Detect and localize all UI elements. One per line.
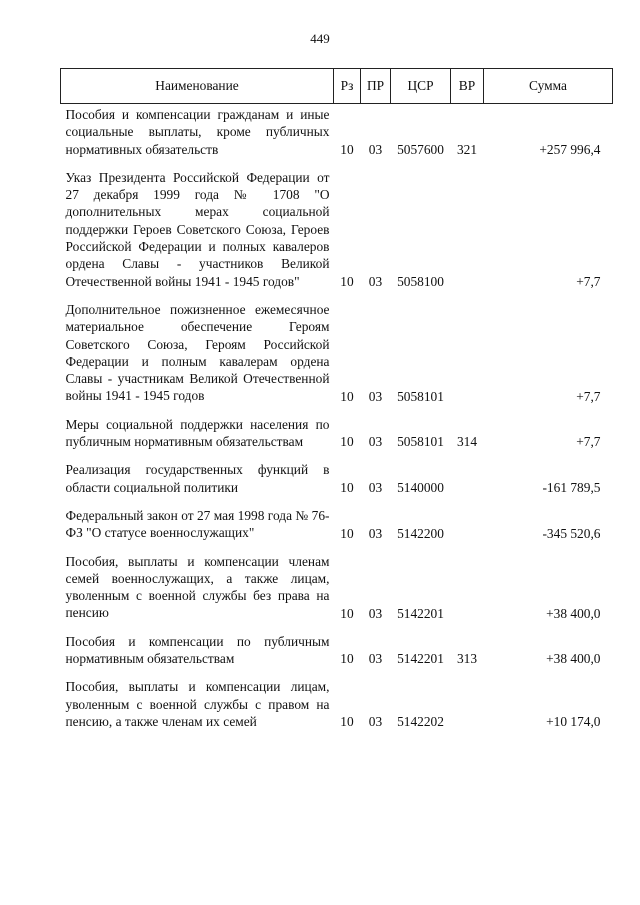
row-pr: 03 bbox=[368, 388, 383, 404]
row-rz: 10 bbox=[340, 141, 354, 157]
header-row bbox=[61, 69, 613, 104]
table-row bbox=[61, 631, 613, 677]
row-pr: 03 bbox=[368, 273, 383, 289]
budget-table bbox=[60, 68, 613, 739]
row-name: Пособия и компенсации гражданам и иные социальные выплаты, кроме публичных нормативных обязательств bbox=[65, 107, 330, 157]
row-vr bbox=[451, 167, 484, 299]
row-rz: 10 bbox=[340, 434, 354, 450]
table-row bbox=[61, 299, 613, 414]
budget-table-container bbox=[60, 68, 612, 739]
row-csr: 5058101 bbox=[397, 434, 444, 450]
row-sum: +7,7 bbox=[576, 273, 601, 289]
page-number: 449 bbox=[310, 31, 330, 46]
row-rz: 10 bbox=[340, 714, 354, 730]
row-vr: 314 bbox=[456, 434, 478, 450]
row-sum: -161 789,5 bbox=[542, 479, 601, 495]
table-row bbox=[61, 459, 613, 505]
row-rz: 10 bbox=[340, 479, 354, 495]
row-pr: 03 bbox=[368, 479, 383, 495]
row-rz: 10 bbox=[340, 605, 354, 621]
row-rz: 10 bbox=[340, 525, 354, 541]
row-csr: 5140000 bbox=[397, 479, 444, 495]
row-sum: +38 400,0 bbox=[546, 651, 601, 667]
row-rz: 10 bbox=[340, 273, 354, 289]
row-vr bbox=[451, 299, 484, 414]
row-pr: 03 bbox=[368, 651, 383, 667]
header-csr: ЦСР bbox=[391, 69, 451, 104]
row-rz: 10 bbox=[340, 388, 354, 404]
row-name: Реализация государственных функций в области социальной политики bbox=[65, 462, 330, 495]
row-csr: 5058100 bbox=[397, 273, 444, 289]
row-sum: +10 174,0 bbox=[546, 714, 601, 730]
row-sum: +257 996,4 bbox=[539, 141, 601, 157]
row-name: Федеральный закон от 27 мая 1998 года № 76-ФЗ "О статусе военнослужащих" bbox=[65, 507, 330, 541]
header-name: Наименование bbox=[61, 69, 334, 104]
table-row bbox=[61, 676, 613, 739]
row-vr: 321 bbox=[456, 141, 478, 157]
row-sum: +38 400,0 bbox=[546, 605, 601, 621]
row-csr: 5058101 bbox=[397, 388, 444, 404]
row-rz: 10 bbox=[340, 651, 354, 667]
row-name: Меры социальной поддержки населения по публичным нормативным обязательствам bbox=[65, 416, 330, 450]
row-csr: 5142202 bbox=[397, 714, 444, 730]
table-row bbox=[61, 167, 613, 299]
header-vr: ВР bbox=[451, 69, 484, 104]
row-name: Указ Президента Российской Федерации от 27 декабря 1999 года № 1708 "О дополнительных мерах социальной поддержки Героев Советского Союза, Героев Российской Федерации и полных кавалеров ордена Славы - участников Великой Отечественной войны 1941 - 1945 годов" bbox=[65, 169, 330, 289]
row-pr: 03 bbox=[368, 605, 383, 621]
row-sum: +7,7 bbox=[576, 388, 601, 404]
row-name: Пособия, выплаты и компенсации лицам, уволенным с военной службы с правом на пенсию, а также членам их семей bbox=[65, 679, 330, 729]
row-csr: 5142200 bbox=[397, 525, 444, 541]
header-rz: Рз bbox=[334, 69, 361, 104]
row-pr: 03 bbox=[368, 525, 383, 541]
row-csr: 5142201 bbox=[397, 605, 444, 621]
row-name: Дополнительное пожизненное ежемесячное материальное обеспечение Героям Советского Союза, Героям Российской Федерации и полным кавалерам ордена Славы - участникам Великой Отечественной войны 1941 - 1945 годов bbox=[65, 301, 330, 404]
row-pr: 03 bbox=[368, 714, 383, 730]
table-row bbox=[61, 551, 613, 631]
table-row bbox=[61, 414, 613, 460]
row-sum: +7,7 bbox=[576, 434, 601, 450]
table-row bbox=[61, 505, 613, 551]
row-vr: 313 bbox=[456, 651, 478, 667]
row-vr bbox=[451, 505, 484, 551]
row-pr: 03 bbox=[368, 434, 383, 450]
row-name: Пособия и компенсации по публичным нормативным обязательствам bbox=[65, 633, 330, 667]
row-sum: -345 520,6 bbox=[542, 525, 601, 541]
row-csr: 5057600 bbox=[397, 141, 444, 157]
row-vr bbox=[451, 676, 484, 739]
header-sum: Сумма bbox=[484, 69, 613, 104]
row-name: Пособия, выплаты и компенсации членам семей военнослужащих, а также лицам, уволенным с военной службы без права на пенсию bbox=[65, 553, 330, 621]
row-csr: 5142201 bbox=[397, 651, 444, 667]
row-pr: 03 bbox=[368, 141, 383, 157]
header-pr: ПР bbox=[361, 69, 391, 104]
row-vr bbox=[451, 459, 484, 505]
table-row bbox=[61, 104, 613, 167]
row-vr bbox=[451, 551, 484, 631]
